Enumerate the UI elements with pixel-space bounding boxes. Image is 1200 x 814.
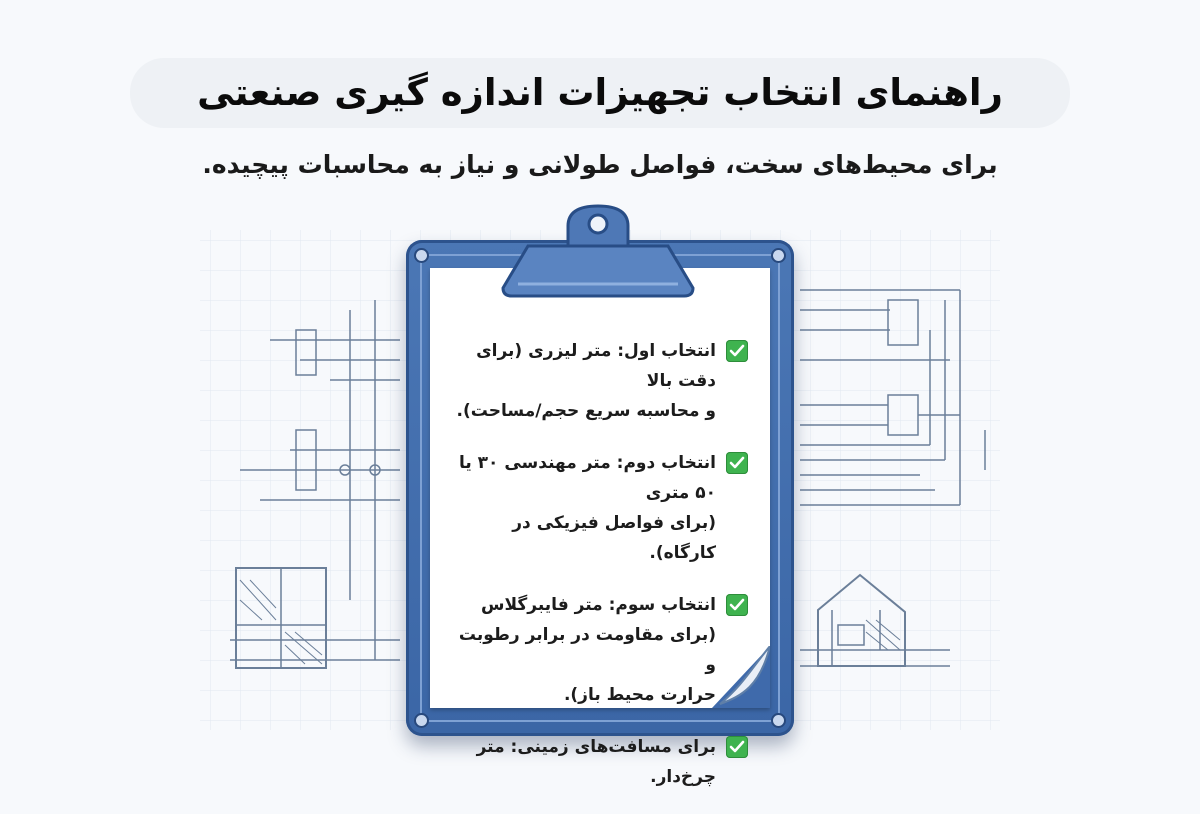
- list-item: [448, 336, 748, 426]
- check-icon: [726, 594, 748, 616]
- screw-icon: [771, 248, 786, 263]
- list-item: [448, 732, 748, 792]
- checklist-item-text: برای مسافت‌های زمینی: متر چرخ‌دار.: [476, 737, 716, 787]
- checklist-item-text: انتخاب سوم: متر فایبرگلاس (برای مقاومت در برابر رطوبت و حرارت محیط باز).: [458, 595, 716, 705]
- checklist-item-text: انتخاب اول: متر لیزری (برای دقت بالا و محاسبه سریع حجم/مساحت).: [456, 341, 716, 421]
- list-item: [448, 448, 748, 568]
- check-icon: [726, 452, 748, 474]
- check-icon: [726, 340, 748, 362]
- checklist-item-text: انتخاب دوم: متر مهندسی ۳۰ یا ۵۰ متری (برای فواصل فیزیکی در کارگاه).: [458, 453, 716, 563]
- screw-icon: [414, 248, 429, 263]
- page-subtitle: برای محیط‌های سخت، فواصل طولانی و نیاز به محاسبات پیچیده.: [202, 150, 998, 179]
- page-title: راهنمای انتخاب تجهیزات اندازه گیری صنعتی: [197, 71, 1003, 114]
- list-item: [448, 590, 748, 710]
- checklist: [448, 336, 748, 814]
- clipboard-clip-icon: [488, 196, 708, 306]
- screw-icon: [414, 713, 429, 728]
- check-icon: [726, 736, 748, 758]
- screw-icon: [771, 713, 786, 728]
